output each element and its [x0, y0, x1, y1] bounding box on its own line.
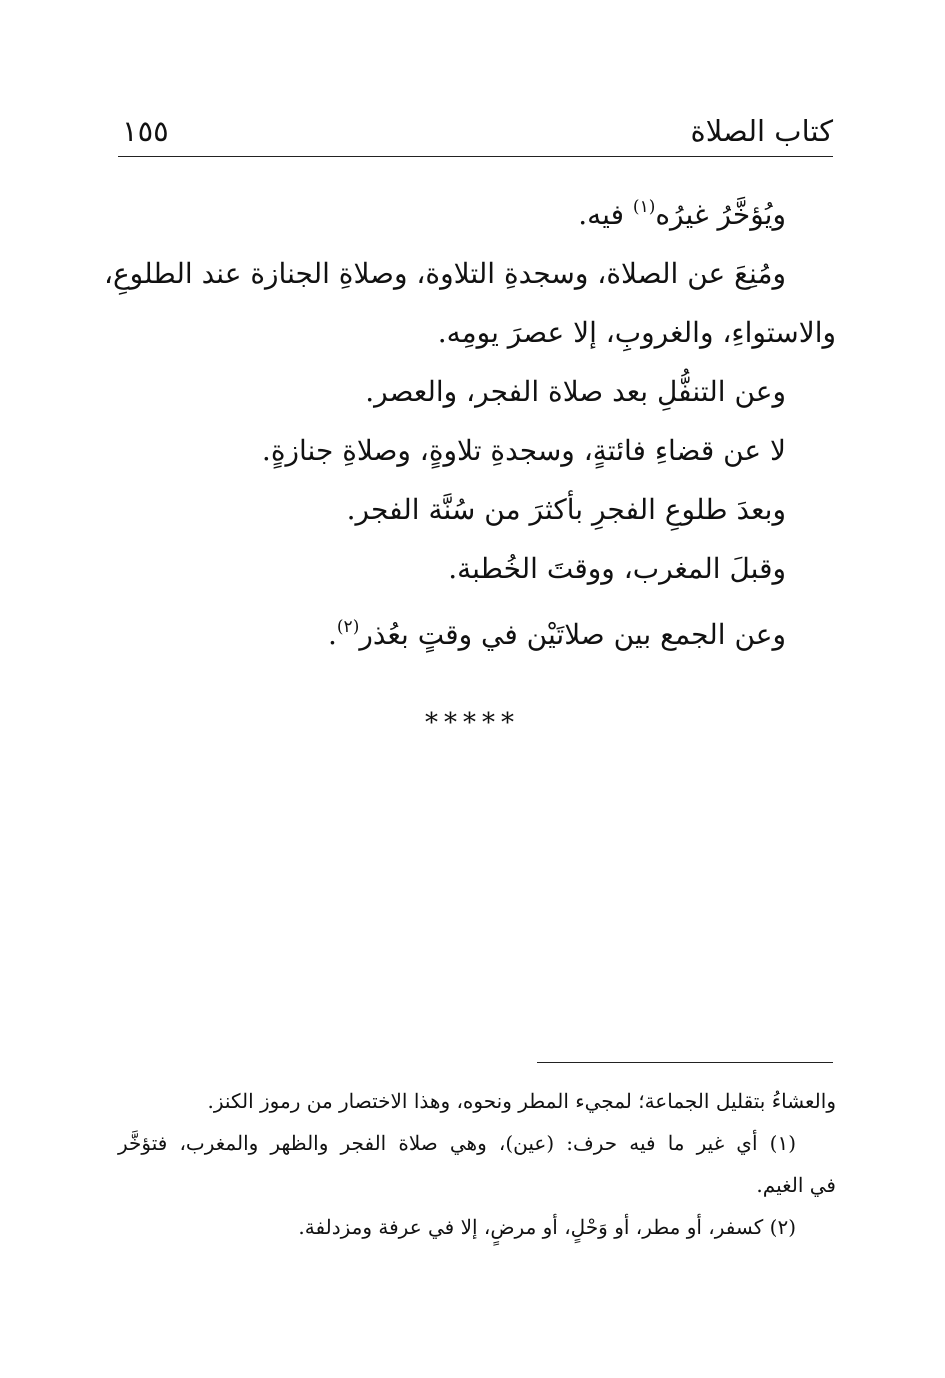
footnotes — [118, 1080, 836, 1248]
text-segment: ويُؤخَّرُ غيرُه — [655, 198, 786, 231]
text-line: وقبلَ المغرب، ووقتَ الخُطبة. — [448, 552, 786, 585]
footnote-ref: (٢) — [336, 617, 360, 637]
text-line: والاستواءِ، والغروبِ، إلا عصرَ يومِه. — [437, 316, 836, 349]
footnote-line: (١) أي غير ما فيه حرف: (عين)، وهي صلاة الفجر والظهر والمغرب، فتؤخَّر — [118, 1131, 796, 1155]
running-header — [118, 108, 833, 157]
footnote-line: في الغيم. — [756, 1173, 836, 1197]
text-line — [118, 598, 836, 664]
text-segment: فيه. — [578, 198, 625, 231]
footnote-ref: (١) — [632, 197, 656, 217]
section-separator: ***** — [425, 708, 520, 738]
footnote-line: (٢) كسفر، أو مطر، أو وَحْلٍ، أو مرضٍ، إلا في عرفة ومزدلفة. — [298, 1215, 796, 1239]
footnote-line: والعشاءُ بتقليل الجماعة؛ لمجيء المطر ونحوه، وهذا الاختصار من رموز الكنز. — [207, 1089, 836, 1113]
text-line: وبعدَ طلوعِ الفجرِ بأكثرَ من سُنَّة الفجر. — [346, 493, 786, 526]
chapter-title: كتاب الصلاة — [690, 114, 833, 148]
text-line: وعن التنفُّلِ بعد صلاة الفجر، والعصر. — [365, 375, 786, 408]
main-text — [103, 178, 836, 664]
text-line: ومُنِعَ عن الصلاة، وسجدةِ التلاوة، وصلاةِ الجنازة عند الطلوعِ، — [103, 257, 786, 290]
text-segment: وعن الجمع بين صلاتَيْن في وقتٍ بعُذر — [359, 618, 786, 651]
text-line: لا عن قضاءِ فائتةٍ، وسجدةِ تلاوةٍ، وصلاةِ جنازةٍ. — [261, 434, 786, 467]
text-line — [118, 178, 836, 244]
text-segment: . — [328, 618, 337, 651]
footnote-divider — [537, 1062, 833, 1063]
page-number: ١٥٥ — [122, 114, 169, 148]
